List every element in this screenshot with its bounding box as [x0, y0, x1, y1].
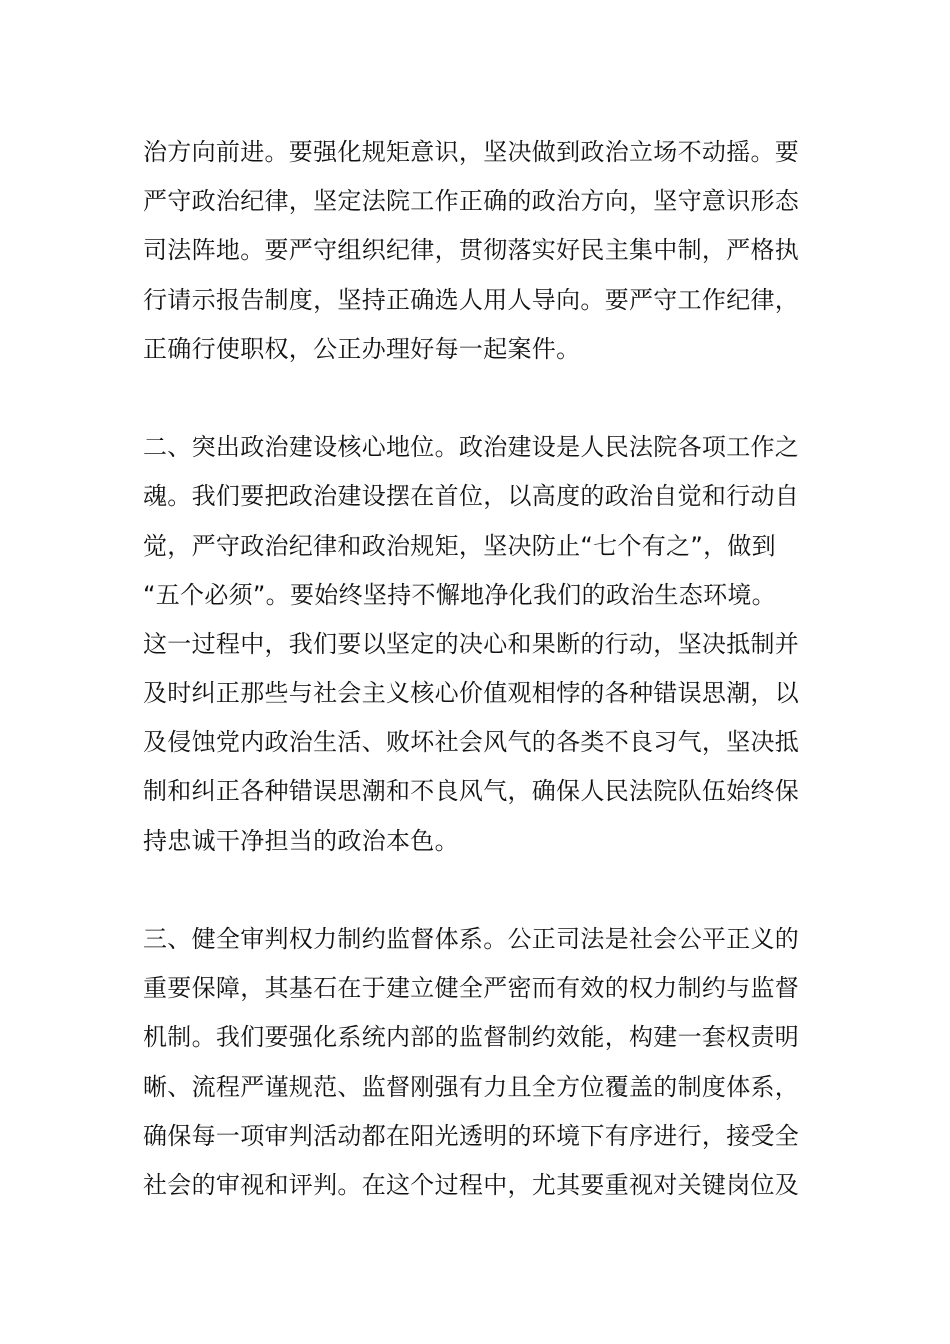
text-line: 及时纠正那些与社会主义核心价值观相悖的各种错误思潮，以 [143, 679, 800, 708]
text-line: 及侵蚀党内政治生活、败坏社会风气的各类不良习气，坚决抵 [143, 728, 800, 757]
text-line: 行请示报告制度，坚持正确选人用人导向。要严守工作纪律， [143, 285, 800, 314]
text-line: “五个必须”。要始终坚持不懈地净化我们的政治生态环境。 [143, 580, 776, 609]
text-line: 魂。我们要把政治建设摆在首位，以高度的政治自觉和行动自 [143, 482, 800, 511]
text-line: 正确行使职权，公正办理好每一起案件。 [143, 334, 581, 363]
text-line: 重要保障，其基石在于建立健全严密而有效的权力制约与监督 [143, 974, 800, 1003]
paragraph-spacer [143, 374, 808, 423]
text-line: 这一过程中，我们要以坚定的决心和果断的行动，坚决抵制并 [143, 629, 800, 658]
text-line: 确保每一项审判活动都在阳光透明的环境下有序进行，接受全 [143, 1121, 800, 1150]
paragraph-political-building [143, 423, 808, 866]
text-line: 治方向前进。要强化规矩意识，坚决做到政治立场不动摇。要 [143, 138, 800, 166]
paragraph-spacer [143, 866, 808, 915]
text-line: 三、健全审判权力制约监督体系。公正司法是社会公平正义的 [143, 925, 800, 953]
document-body [143, 128, 808, 1210]
text-line: 司法阵地。要严守组织纪律，贯彻落实好民主集中制，严格执 [143, 236, 800, 265]
text-line: 二、突出政治建设核心地位。政治建设是人民法院各项工作之 [143, 433, 800, 462]
text-line: 机制。我们要强化系统内部的监督制约效能，构建一套权责明 [143, 1023, 800, 1052]
text-line: 社会的审视和评判。在这个过程中，尤其要重视对关键岗位及 [143, 1170, 800, 1199]
text-line: 晰、流程严谨规范、监督刚强有力且全方位覆盖的制度体系， [143, 1072, 800, 1101]
text-line: 制和纠正各种错误思潮和不良风气，确保人民法院队伍始终保 [143, 777, 800, 806]
text-line: 严守政治纪律，坚定法院工作正确的政治方向，坚守意识形态 [143, 187, 800, 216]
text-line: 持忠诚干净担当的政治本色。 [143, 826, 459, 855]
paragraph-supervision-system [143, 915, 808, 1210]
text-line: 觉，严守政治纪律和政治规矩，坚决防止“七个有之”，做到 [143, 531, 776, 560]
paragraph-discipline [143, 128, 808, 374]
